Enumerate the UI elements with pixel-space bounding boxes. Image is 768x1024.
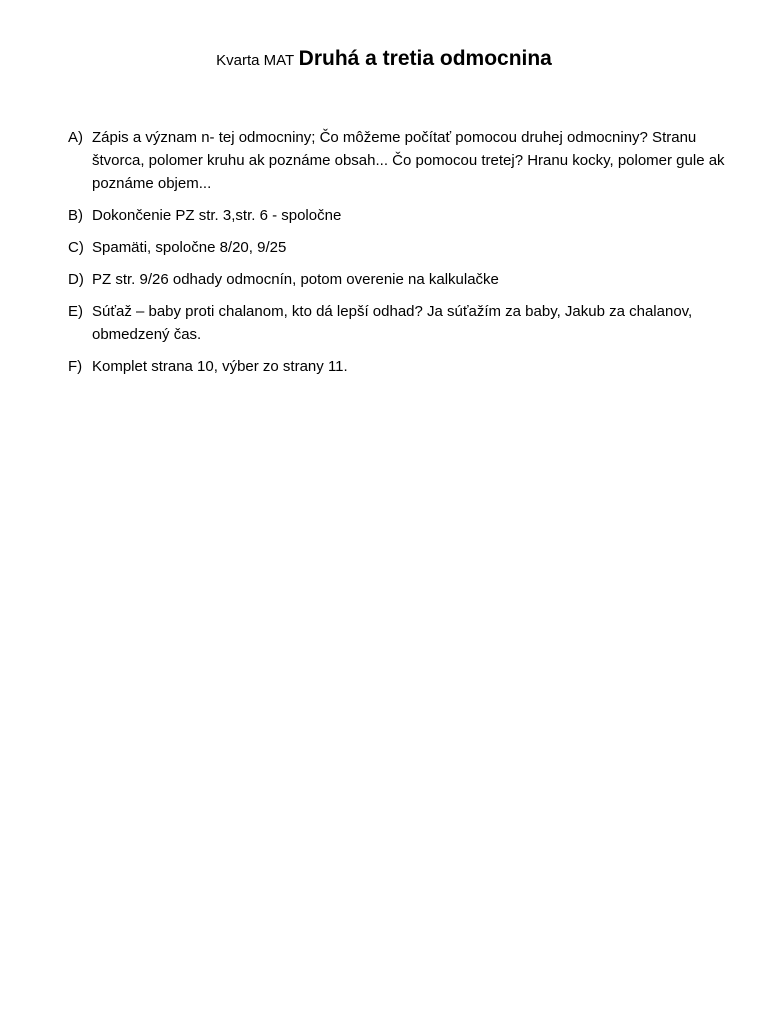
list-marker: B) bbox=[68, 207, 83, 224]
document-title bbox=[0, 44, 768, 76]
title-main: Druhá a tretia odmocnina bbox=[298, 47, 552, 70]
list-item-text: Komplet strana 10, výber zo strany 11. bbox=[92, 358, 348, 375]
list-item-text: Spamäti, spoločne 8/20, 9/25 bbox=[92, 239, 287, 256]
list-item-text: PZ str. 9/26 odhady odmocnín, potom overenie na kalkulačke bbox=[92, 271, 499, 288]
list-item-d bbox=[68, 268, 728, 291]
list-marker: E) bbox=[68, 303, 83, 320]
list-marker: D) bbox=[68, 271, 84, 288]
list-marker: A) bbox=[68, 129, 83, 146]
list-item-f bbox=[68, 355, 728, 378]
title-prefix: Kvarta MAT bbox=[216, 52, 295, 69]
list-item-e bbox=[68, 300, 728, 346]
list-marker: C) bbox=[68, 239, 84, 256]
list-item-text: Súťaž – baby proti chalanom, kto dá lepší odhad? Ja súťažím za baby, Jakub za chalanov, obmedzený čas. bbox=[92, 303, 693, 343]
list-item-a bbox=[68, 126, 728, 195]
list-item-text: Zápis a význam n- tej odmocniny; Čo môžeme počítať pomocou druhej odmocniny? Stranu štvorca, polomer kruhu ak poznáme obsah... Čo pomocou tretej? Hranu kocky, polomer gule ak poznáme objem... bbox=[92, 129, 725, 192]
list-item-c bbox=[68, 236, 728, 259]
lesson-plan-list bbox=[68, 126, 728, 387]
list-item-b bbox=[68, 204, 728, 227]
list-marker: F) bbox=[68, 358, 83, 375]
list-item-text: Dokončenie PZ str. 3,str. 6 - spoločne bbox=[92, 207, 342, 224]
